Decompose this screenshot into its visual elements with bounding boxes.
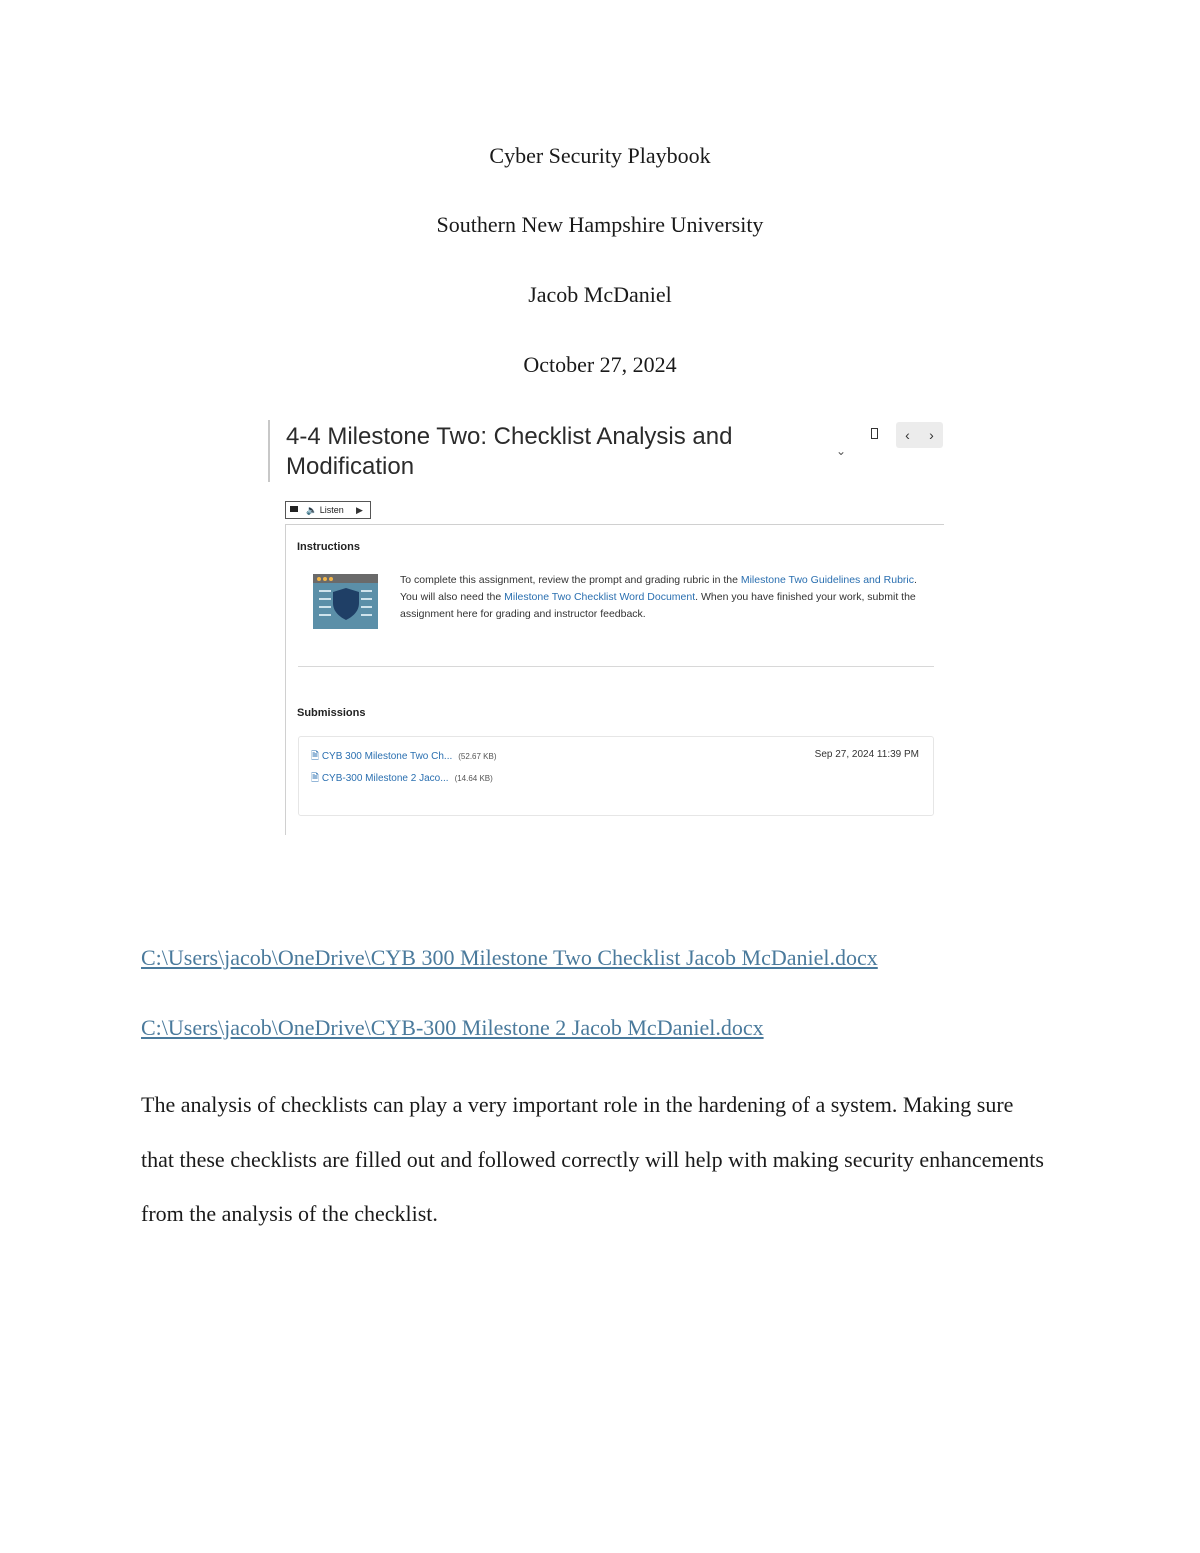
body-paragraph: The analysis of checklists can play a very important role in the hardening of a system. Making sure that these checklists are filled out and followed correctly will help with making security enhancements from the analysis of the checklist.	[141, 1092, 1044, 1226]
chevron-down-icon[interactable]: ⌄	[836, 444, 847, 458]
panel-edge	[268, 420, 270, 482]
listen-label: 🔈 Listen	[306, 505, 344, 515]
submissions-heading: Submissions	[297, 707, 366, 719]
shield-icon	[313, 574, 378, 629]
document-title: Cyber Security Playbook	[489, 143, 711, 168]
submissions-list	[298, 736, 934, 816]
play-icon[interactable]: ▶	[356, 505, 363, 515]
document-date: October 27, 2024	[523, 352, 677, 377]
guidelines-link[interactable]: Milestone Two Guidelines and Rubric	[740, 574, 914, 586]
file-path-link[interactable]: C:\Users\jacob\OneDrive\CYB-300 Milestone 2 Jacob McDaniel.docx	[141, 1015, 764, 1040]
file-icon: 🗎	[311, 751, 320, 762]
embedded-screenshot	[268, 418, 944, 836]
section-divider	[298, 666, 934, 667]
author-name: Jacob McDaniel	[528, 282, 672, 307]
checklist-document-link[interactable]: Milestone Two Checklist Word Document	[504, 591, 696, 603]
bookmark-icon[interactable]	[871, 428, 878, 439]
nav-button-group	[896, 422, 943, 448]
panel-border	[285, 525, 286, 835]
submission-file-link[interactable]: 🗎 CYB-300 Milestone 2 Jaco... (14.64 KB)	[311, 773, 493, 784]
assignment-heading: 4-4 Milestone Two: Checklist Analysis and Modification	[286, 423, 733, 480]
instructions-heading: Instructions	[297, 541, 360, 553]
submission-file-link[interactable]: 🗎 CYB 300 Milestone Two Ch... (52.67 KB)	[311, 751, 497, 762]
file-path-link[interactable]: C:\Users\jacob\OneDrive\CYB 300 Milestone Two Checklist Jacob McDaniel.docx	[141, 945, 878, 970]
next-button[interactable]: ›	[929, 427, 934, 443]
menu-icon	[290, 506, 298, 512]
file-icon: 🗎	[311, 773, 320, 784]
submission-date: Sep 27, 2024 11:39 PM	[814, 749, 919, 760]
previous-button[interactable]: ‹	[905, 427, 910, 443]
institution-name: Southern New Hampshire University	[436, 212, 764, 237]
panel-divider	[285, 524, 944, 525]
instructions-text: To complete this assignment, review the prompt and grading rubric in the Milestone Two Guidelines and Rubric. You will also need the Milestone Two Checklist Word Document. When you have finished your work, submit the assignment here for grading and instructor feedback.	[400, 574, 917, 620]
listen-button[interactable]	[285, 501, 371, 519]
